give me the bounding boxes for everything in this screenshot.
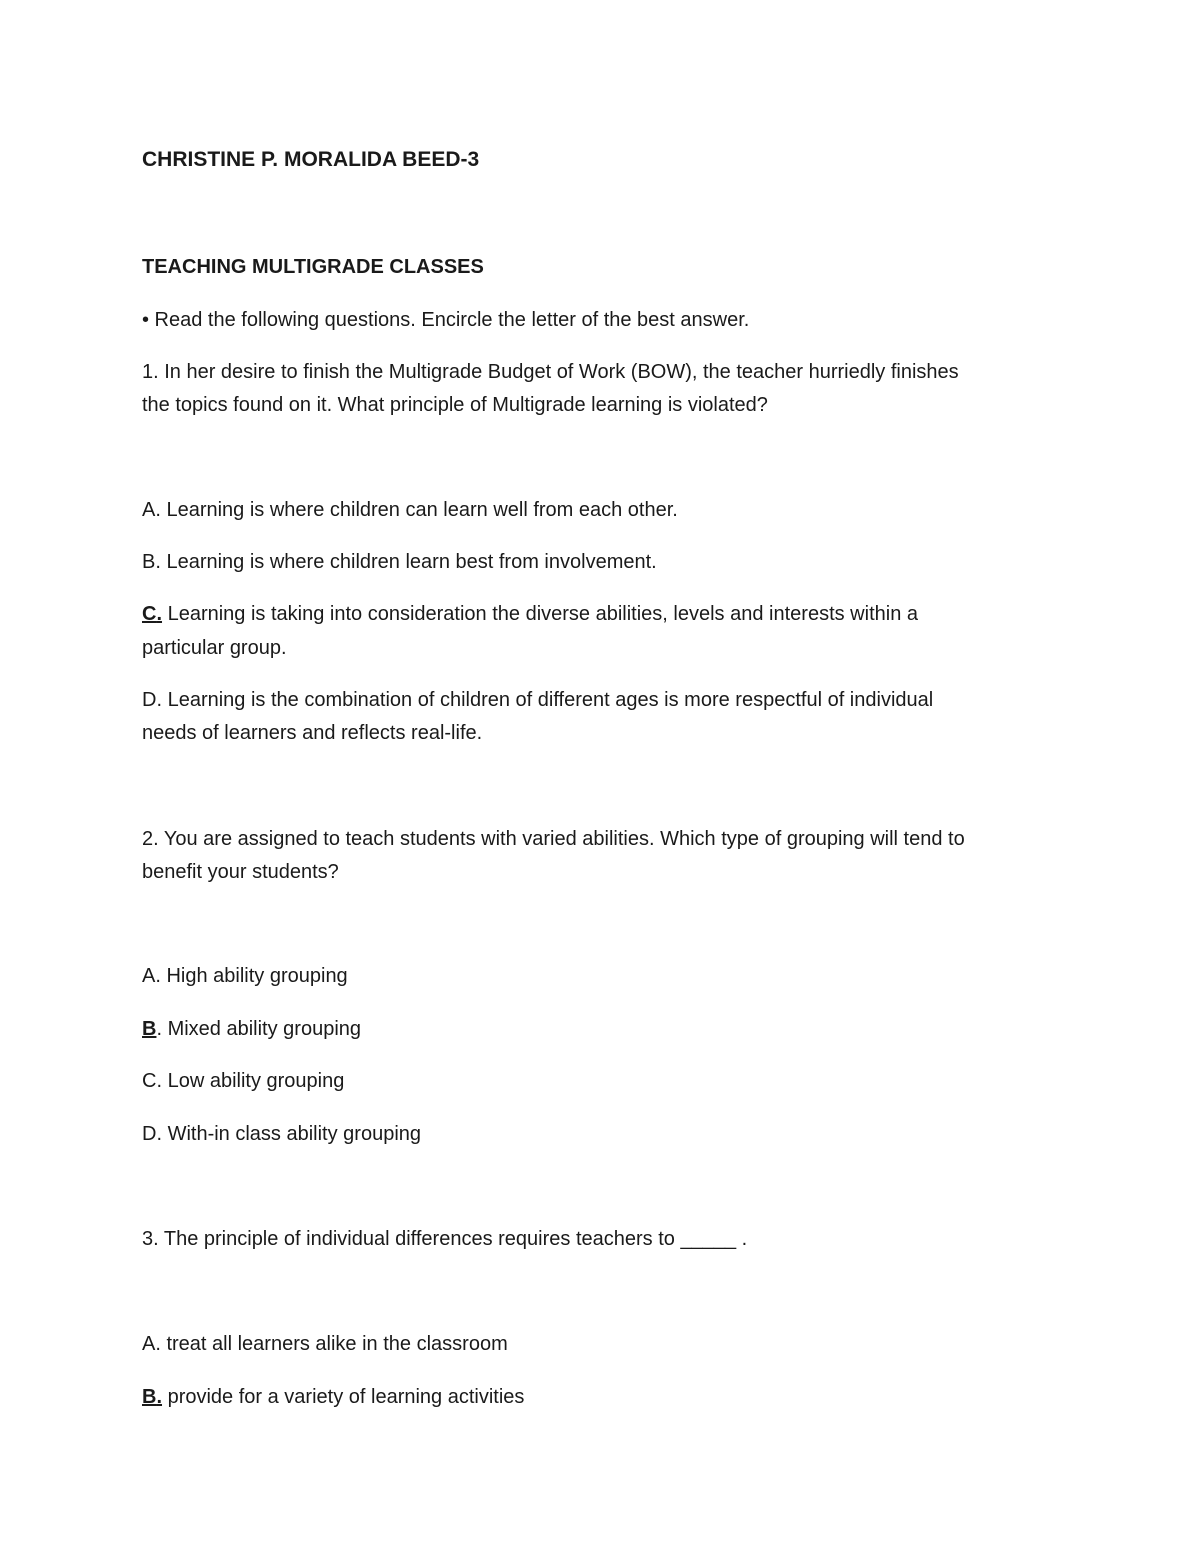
option-letter: C bbox=[142, 1070, 157, 1092]
q1-option-c-continued: particular group. bbox=[142, 637, 287, 659]
option-text: Learning is where children learn best from involvement. bbox=[160, 551, 657, 573]
option-letter: A bbox=[142, 499, 156, 521]
q1-option-d bbox=[142, 684, 933, 717]
question-1-line-2: the topics found on it. What principle of Multigrade learning is violated? bbox=[142, 394, 768, 416]
option-text: treat all learners alike in the classroom bbox=[160, 1333, 508, 1355]
question-2-line-1: 2. You are assigned to teach students with varied abilities. Which type of grouping will tend to bbox=[142, 828, 965, 850]
instruction-text: • Read the following questions. Encircle the letter of the best answer. bbox=[142, 309, 750, 331]
q1-option-a bbox=[142, 494, 678, 527]
option-letter-answer: B. bbox=[142, 1386, 163, 1408]
option-separator: . bbox=[156, 689, 163, 711]
question-3-line-1: 3. The principle of individual differences requires teachers to _____ . bbox=[142, 1228, 748, 1250]
option-text: provide for a variety of learning activities bbox=[162, 1386, 525, 1408]
option-letter: D bbox=[142, 1123, 157, 1145]
option-text: Low ability grouping bbox=[162, 1070, 345, 1092]
option-text: Mixed ability grouping bbox=[162, 1018, 362, 1040]
option-text: High ability grouping bbox=[160, 965, 348, 987]
option-text: Learning is where children can learn well from each other. bbox=[160, 499, 678, 521]
subject-heading: TEACHING MULTIGRADE CLASSES bbox=[142, 256, 484, 278]
option-text: Learning is taking into consideration the diverse abilities, levels and interests within a bbox=[162, 603, 918, 625]
question-1-line-1: 1. In her desire to finish the Multigrade Budget of Work (BOW), the teacher hurriedly finishes bbox=[142, 361, 959, 383]
q1-option-b bbox=[142, 546, 657, 579]
q1-option-c bbox=[142, 598, 918, 631]
option-separator: . bbox=[155, 965, 161, 987]
option-letter: B bbox=[142, 551, 156, 573]
option-letter: A bbox=[142, 1333, 156, 1355]
option-letter-answer: C. bbox=[142, 603, 163, 625]
option-separator: . bbox=[156, 1070, 163, 1092]
option-separator: . bbox=[155, 499, 161, 521]
option-text: Learning is the combination of children of different ages is more respectful of individual bbox=[162, 689, 934, 711]
option-letter-answer: B bbox=[142, 1018, 157, 1040]
student-name-heading: CHRISTINE P. MORALIDA BEED-3 bbox=[142, 148, 480, 171]
q2-option-b bbox=[142, 1013, 361, 1046]
option-separator: . bbox=[155, 1333, 161, 1355]
q3-option-b bbox=[142, 1381, 524, 1414]
option-separator: . bbox=[156, 1018, 163, 1040]
q3-option-a bbox=[142, 1328, 508, 1361]
q2-option-c bbox=[142, 1065, 344, 1098]
option-text: With-in class ability grouping bbox=[162, 1123, 422, 1145]
option-letter: A bbox=[142, 965, 156, 987]
option-letter: D bbox=[142, 689, 157, 711]
question-2-line-2: benefit your students? bbox=[142, 861, 339, 883]
option-separator: . bbox=[155, 551, 161, 573]
q1-option-d-continued: needs of learners and reflects real-life. bbox=[142, 722, 483, 744]
q2-option-d bbox=[142, 1118, 421, 1151]
option-separator: . bbox=[156, 1123, 163, 1145]
q2-option-a bbox=[142, 960, 348, 993]
